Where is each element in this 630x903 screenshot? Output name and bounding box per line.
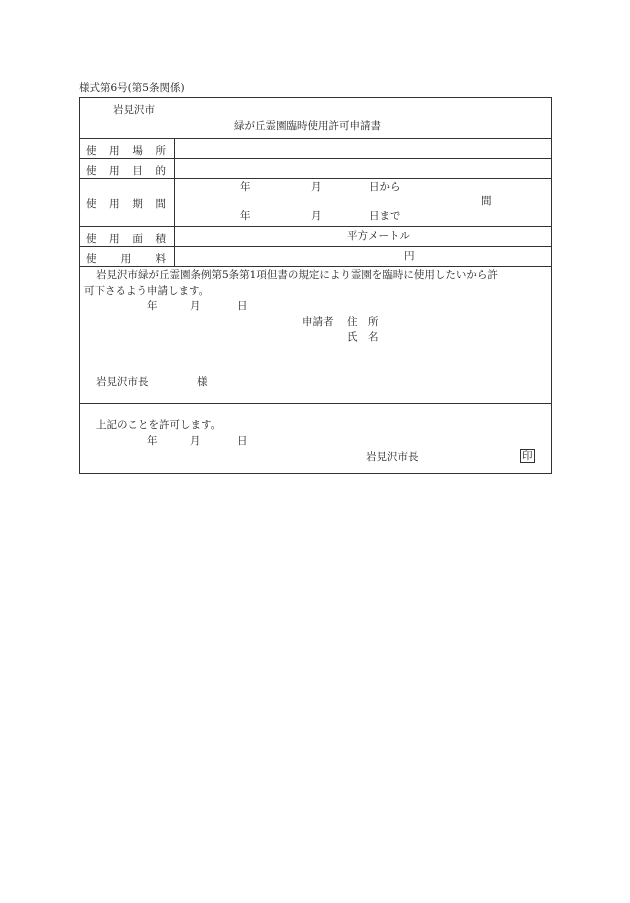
honorific: 様 [197, 376, 208, 388]
period-days-unit: 間 [481, 195, 492, 207]
form-title: 緑が丘霊園臨時使用許可申請書 [234, 120, 381, 132]
label-fee: 使 用 料 [86, 253, 166, 265]
period-to-day: 日まで [369, 210, 401, 222]
approval-text: 上記のことを許可します。 [96, 419, 222, 431]
purpose-field[interactable] [178, 160, 548, 176]
label-area: 使 用 面 積 [86, 233, 166, 245]
row-divider [80, 403, 551, 404]
addressee: 岩見沢市長 [96, 376, 149, 388]
approval-date-month: 月 [190, 435, 201, 447]
period-from-month: 月 [311, 181, 322, 193]
approval-date-day: 日 [237, 435, 248, 447]
applicant-name-label: 氏 名 [347, 331, 379, 343]
row-divider [80, 158, 551, 159]
application-form [79, 97, 552, 474]
place-field[interactable] [178, 140, 548, 156]
period-from-day: 日から [369, 181, 401, 193]
row-divider [80, 178, 551, 179]
row-divider [80, 246, 551, 247]
fee-unit: 円 [404, 250, 415, 262]
period-to-month: 月 [311, 210, 322, 222]
approval-mayor: 岩見沢市長 [366, 451, 419, 463]
period-from-year: 年 [240, 181, 251, 193]
row-divider [80, 226, 551, 227]
seal-mark: 印 [522, 450, 533, 462]
row-divider [80, 138, 551, 139]
application-date-day: 日 [237, 300, 248, 312]
application-text-line1: 岩見沢市緑が丘霊園条例第5条第1項但書の規定により霊園を臨時に使用したいから許 [96, 269, 498, 281]
label-place: 使 用 場 所 [86, 145, 166, 157]
row-divider [80, 266, 551, 267]
form-number: 様式第6号(第5条関係) [79, 82, 185, 94]
period-to-year: 年 [240, 210, 251, 222]
area-unit: 平方メートル [347, 230, 410, 242]
label-period: 使 用 期 間 [86, 198, 166, 210]
applicant-address-label: 住 所 [347, 316, 379, 328]
city-name: 岩見沢市 [113, 104, 155, 116]
approval-date-year: 年 [147, 435, 158, 447]
applicant-label: 申請者 [302, 316, 334, 328]
application-date-year: 年 [147, 300, 158, 312]
application-text-line2: 可下さるよう申請します。 [84, 285, 210, 297]
label-purpose: 使 用 目 的 [86, 165, 166, 177]
application-date-month: 月 [190, 300, 201, 312]
column-divider [174, 138, 175, 266]
